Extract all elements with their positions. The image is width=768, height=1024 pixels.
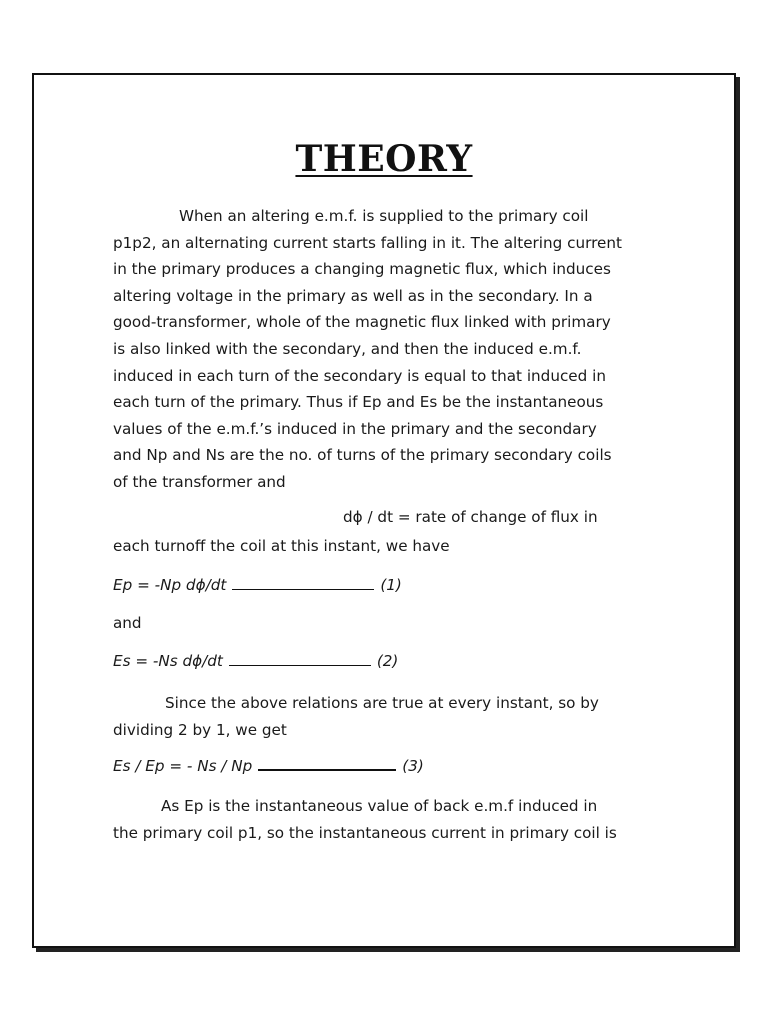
text-line: each turn of the primary. Thus if Ep and Es be the instantaneous xyxy=(113,393,604,412)
equation-3-number: (3) xyxy=(402,757,424,775)
text-line: Since the above relations are true at every instant, so by xyxy=(165,694,599,712)
equation-2-number: (2) xyxy=(376,652,399,670)
equation-1 xyxy=(113,576,402,594)
text-line: in the primary produces a changing magnetic flux, which induces xyxy=(113,260,611,279)
flux-rate-line: dϕ / dt = rate of change of flux in xyxy=(343,508,598,526)
text-line: values of the e.m.f.’s induced in the primary and the secondary xyxy=(113,419,597,438)
text-line: When an altering e.m.f. is supplied to the primary coil xyxy=(179,207,589,225)
text-line: the primary coil p1, so the instantaneous current in primary coil is xyxy=(113,823,617,842)
theory-paragraph-1 xyxy=(113,203,673,496)
equation-1-lhs: Ep = -Np dϕ/dt xyxy=(113,576,227,594)
text-line: and Np and Ns are the no. of turns of the primary secondary coils xyxy=(113,446,612,465)
equation-1-number: (1) xyxy=(380,576,402,594)
text-line: of the transformer and xyxy=(113,472,286,491)
theory-paragraph-3 xyxy=(113,793,673,846)
equation-blank xyxy=(258,768,396,771)
text-line: is also linked with the secondary, and then the induced e.m.f. xyxy=(113,339,582,358)
equation-blank xyxy=(229,664,371,666)
text-line: induced in each turn of the secondary is equal to that induced in xyxy=(113,366,606,385)
equation-2 xyxy=(113,652,398,670)
equation-3 xyxy=(113,757,424,775)
theory-paragraph-2 xyxy=(113,690,673,743)
text-line: p1p2, an alternating current starts falling in it. The altering current xyxy=(113,233,622,252)
text-line: dividing 2 by 1, we get xyxy=(113,720,287,739)
equation-blank xyxy=(232,588,374,590)
text-line: good-transformer, whole of the magnetic flux linked with primary xyxy=(113,313,611,332)
page-title: THEORY xyxy=(295,138,473,180)
text-line: altering voltage in the primary as well as in the secondary. In a xyxy=(113,286,593,305)
equation-2-lhs: Es = -Ns dϕ/dt xyxy=(113,652,223,670)
each-turn-line: each turnoff the coil at this instant, we have xyxy=(113,537,450,555)
text-line: As Ep is the instantaneous value of back e.m.f induced in xyxy=(161,797,598,815)
and-text: and xyxy=(113,614,142,632)
equation-3-lhs: Es / Ep = - Ns / Np xyxy=(113,757,253,775)
